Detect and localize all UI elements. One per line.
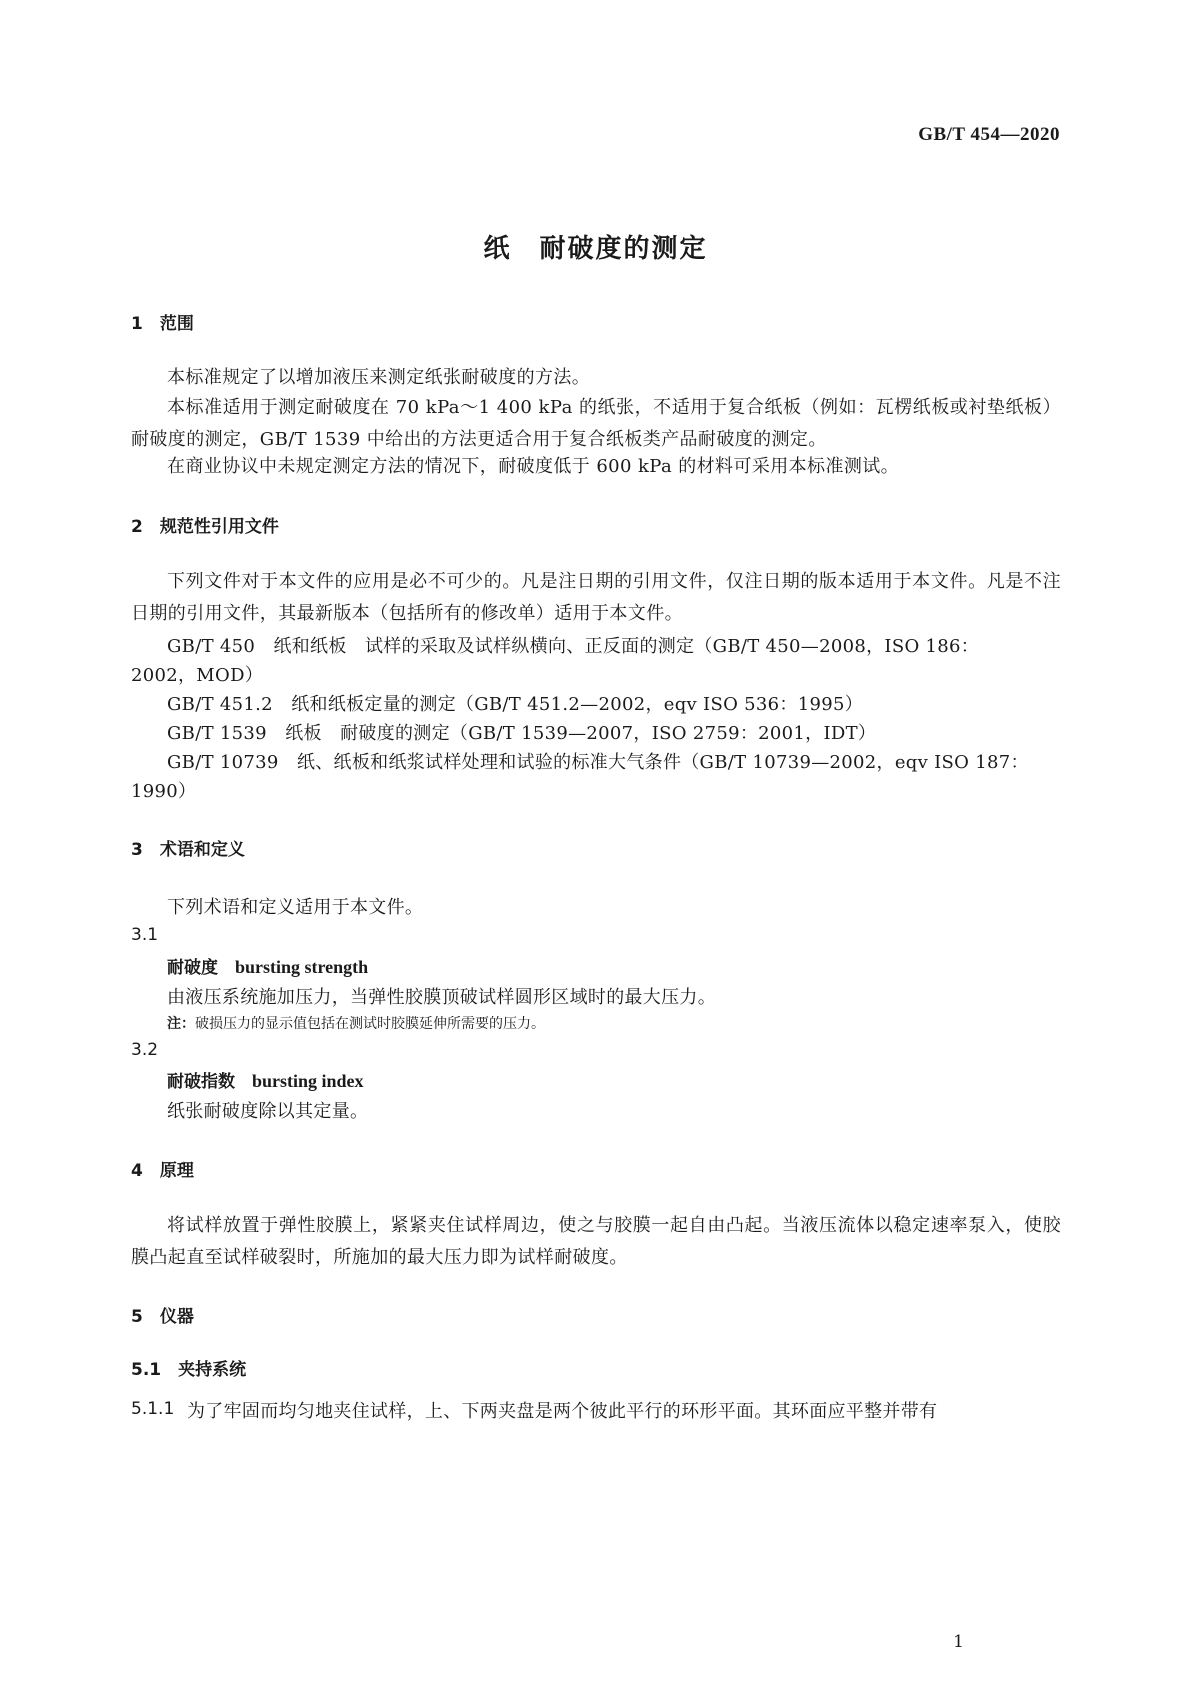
term-3-1-zh: 耐破度	[167, 958, 218, 978]
page-number: 1	[953, 1632, 964, 1652]
section-1-paragraph-3: 在商业协议中未规定测定方法的情况下，耐破度低于 600 kPa 的材料可采用本标准测试。	[167, 456, 900, 477]
reference-gbt451-2: GB/T 451.2 纸和纸板定量的测定（GB/T 451.2—2002，eqv ISO 536：1995）	[167, 694, 864, 715]
section-5-1-heading: 5.1 夹持系统	[131, 1360, 247, 1380]
section-4-paragraph-1: 将试样放置于弹性胶膜上，紧紧夹住试样周边，使之与胶膜一起自由凸起。当液压流体以稳定速率泵入，使胶膜凸起直至试样破裂时，所施加的最大压力即为试样耐破度。	[131, 1215, 1061, 1268]
section-4-heading: 4 原理	[131, 1161, 194, 1181]
section-1-paragraph-1: 本标准规定了以增加液压来测定纸张耐破度的方法。	[167, 367, 591, 388]
term-3-2-number: 3.2	[131, 1040, 159, 1060]
clause-5-1-1-number: 5.1.1	[131, 1399, 175, 1419]
page-title: 纸 耐破度的测定	[483, 234, 708, 264]
term-3-1-note	[167, 1013, 545, 1033]
section-2-paragraph-1: 下列文件对于本文件的应用是必不可少的。凡是注日期的引用文件，仅注日期的版本适用于本文件。凡是不注日期的引用文件，其最新版本（包括所有的修改单）适用于本文件。	[131, 571, 1061, 624]
term-3-1-number: 3.1	[131, 925, 159, 945]
reference-gbt10739-line1: GB/T 10739 纸、纸板和纸浆试样处理和试验的标准大气条件（GB/T 10739—2002，eqv ISO 187：	[167, 752, 1029, 773]
term-3-2-definition: 纸张耐破度除以其定量。	[167, 1101, 369, 1122]
section-1-paragraph-2: 本标准适用于测定耐破度在 70 kPa～1 400 kPa 的纸张，不适用于复合纸板（例如：瓦楞纸板或衬垫纸板）耐破度的测定，GB/T 1539 中给出的方法更适合用于复合纸板类产品耐破度的测定。	[131, 397, 1061, 450]
section-5-heading: 5 仪器	[131, 1307, 194, 1327]
section-2-heading: 2 规范性引用文件	[131, 517, 279, 537]
reference-gbt1539: GB/T 1539 纸板 耐破度的测定（GB/T 1539—2007，ISO 2759：2001，IDT）	[167, 723, 877, 744]
reference-gbt10739-line2: 1990）	[131, 781, 197, 802]
reference-gbt450-line1: GB/T 450 纸和纸板 试样的采取及试样纵横向、正反面的测定（GB/T 450—2008，ISO 186：	[167, 636, 980, 657]
note-label: 注：	[167, 1016, 195, 1032]
term-3-1-definition: 由液压系统施加压力，当弹性胶膜顶破试样圆形区域时的最大压力。	[167, 987, 716, 1008]
term-3-1-title	[167, 953, 368, 978]
clause-5-1-1-text: 为了牢固而均匀地夹住试样，上、下两夹盘是两个彼此平行的环形平面。其环面应平整并带有	[187, 1401, 938, 1422]
term-3-1-en: bursting strength	[235, 957, 369, 977]
term-3-2-title	[167, 1067, 364, 1092]
term-3-2-zh: 耐破指数	[167, 1072, 235, 1092]
standard-number: GB/T 454—2020	[918, 124, 1060, 145]
section-1-heading: 1 范围	[131, 314, 194, 334]
note-text: 破损压力的显示值包括在测试时胶膜延伸所需要的压力。	[195, 1016, 545, 1032]
term-3-2-en: bursting index	[252, 1071, 364, 1091]
reference-gbt450-line2: 2002，MOD）	[131, 665, 264, 686]
section-3-heading: 3 术语和定义	[131, 840, 245, 860]
section-3-intro: 下列术语和定义适用于本文件。	[167, 897, 424, 918]
